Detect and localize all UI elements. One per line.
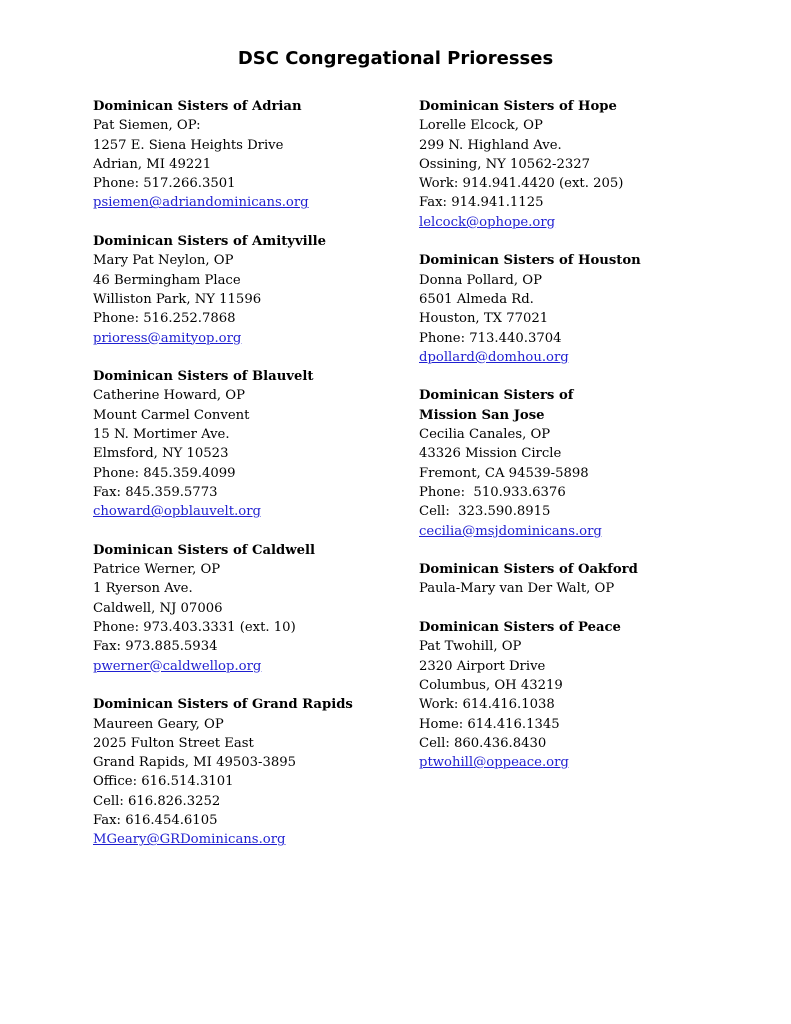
contact-line: Work: 914.941.4420 (ext. 205) [419, 176, 624, 192]
congregation-entry [93, 695, 393, 849]
congregation-entry [419, 251, 749, 367]
email-line [93, 502, 393, 521]
contact-line: Elmsford, NY 10523 [93, 446, 229, 462]
congregation-name: Dominican Sisters of Grand Rapids [93, 697, 353, 713]
contact-line: 43326 Mission Circle [419, 446, 562, 462]
email-link[interactable]: psiemen@adriandominicans.org [93, 195, 309, 211]
email-line [93, 830, 393, 849]
contact-line: 299 N. Highland Ave. [419, 137, 562, 153]
left-column [93, 97, 393, 869]
congregation-name: Mission San Jose [419, 407, 545, 423]
congregation-name: Dominican Sisters of Blauvelt [93, 369, 314, 385]
contact-line: Williston Park, NY 11596 [93, 291, 262, 307]
contact-line: 1 Ryerson Ave. [93, 581, 193, 597]
right-column [419, 97, 749, 792]
congregation-entry [93, 97, 393, 213]
email-line [93, 657, 393, 676]
contact-line: Office: 616.514.3101 [93, 774, 234, 790]
contact-line: Phone: 517.266.3501 [93, 176, 236, 192]
congregation-name: Dominican Sisters of Hope [419, 99, 617, 114]
email-line [419, 522, 749, 541]
email-link[interactable]: choward@opblauvelt.org [93, 504, 261, 520]
contact-line: Maureen Geary, OP [93, 716, 224, 732]
congregation-name: Dominican Sisters of [419, 388, 574, 404]
contact-line: Mary Pat Neylon, OP [93, 253, 234, 269]
contact-line: Cell: 616.826.3252 [93, 793, 221, 809]
contact-line: Fax: 616.454.6105 [93, 812, 218, 828]
contact-line: 1257 E. Siena Heights Drive [93, 137, 284, 153]
contact-line: Phone: 973.403.3331 (ext. 10) [93, 620, 296, 636]
email-link[interactable]: cecilia@msjdominicans.org [419, 523, 602, 539]
contact-line: 46 Bermingham Place [93, 272, 241, 288]
contact-line: Cell: 323.590.8915 [419, 504, 551, 520]
congregation-name: Dominican Sisters of Houston [419, 253, 641, 269]
contact-line: Phone: 845.359.4099 [93, 465, 236, 481]
email-line [93, 193, 393, 212]
congregation-entry [93, 367, 393, 521]
contact-line: 15 N. Mortimer Ave. [93, 427, 230, 443]
contact-line: Pat Twohill, OP [419, 639, 522, 655]
contact-line: Phone: 510.933.6376 [419, 484, 566, 500]
contact-line: Fax: 914.941.1125 [419, 195, 544, 211]
contact-line: Phone: 713.440.3704 [419, 330, 562, 346]
contact-line: Grand Rapids, MI 49503-3895 [93, 755, 297, 771]
email-link[interactable]: dpollard@domhou.org [419, 349, 569, 365]
congregation-name: Dominican Sisters of Caldwell [93, 542, 316, 558]
contact-line: Columbus, OH 43219 [419, 677, 563, 693]
contact-line: Caldwell, NJ 07006 [93, 600, 223, 616]
congregation-name: Dominican Sisters of Oakford [419, 562, 638, 578]
contact-line: Lorelle Elcock, OP [419, 118, 543, 134]
contact-line: Home: 614.416.1345 [419, 716, 560, 732]
congregation-entry [419, 618, 749, 772]
contact-line: Fremont, CA 94539-5898 [419, 465, 589, 481]
email-line [419, 348, 749, 367]
email-link[interactable]: ptwohill@oppeace.org [419, 755, 569, 771]
congregation-entry [419, 560, 749, 599]
contact-line: 2320 Airport Drive [419, 658, 546, 674]
contact-line: Fax: 845.359.5773 [93, 484, 218, 500]
congregation-entry [419, 386, 749, 540]
congregation-name: Dominican Sisters of Amityville [93, 234, 327, 250]
email-line [419, 213, 749, 232]
contact-line: Adrian, MI 49221 [93, 156, 212, 172]
contact-line: Fax: 973.885.5934 [93, 639, 218, 655]
email-link[interactable]: pwerner@caldwellop.org [93, 658, 262, 674]
congregation-name: Dominican Sisters of Adrian [93, 99, 302, 114]
contact-line: Mount Carmel Convent [93, 407, 250, 423]
email-link[interactable]: prioress@amityop.org [93, 330, 242, 346]
congregation-entry [93, 232, 393, 348]
contact-line: Ossining, NY 10562-2327 [419, 156, 590, 172]
email-line [419, 753, 749, 772]
congregation-name: Dominican Sisters of Peace [419, 620, 621, 636]
contact-line: Work: 614.416.1038 [419, 697, 555, 713]
contact-line: 6501 Almeda Rd. [419, 291, 534, 307]
contact-line: Phone: 516.252.7868 [93, 311, 236, 327]
contact-line: Catherine Howard, OP [93, 388, 245, 404]
congregation-entry [419, 97, 749, 232]
page-title: DSC Congregational Prioresses [237, 48, 554, 69]
contact-line: Cell: 860.436.8430 [419, 735, 547, 751]
contact-line: Patrice Werner, OP [93, 562, 221, 578]
contact-line: Paula-Mary van Der Walt, OP [419, 581, 615, 597]
contact-line: Pat Siemen, OP: [93, 118, 201, 134]
contact-line: Donna Pollard, OP [419, 272, 542, 288]
email-link[interactable]: MGeary@GRDominicans.org [93, 832, 286, 848]
contact-line: 2025 Fulton Street East [93, 735, 254, 751]
email-line [93, 329, 393, 348]
contact-line: Houston, TX 77021 [419, 311, 549, 327]
email-link[interactable]: lelcock@ophope.org [419, 214, 556, 230]
congregation-entry [93, 541, 393, 676]
contact-line: Cecilia Canales, OP [419, 427, 551, 443]
